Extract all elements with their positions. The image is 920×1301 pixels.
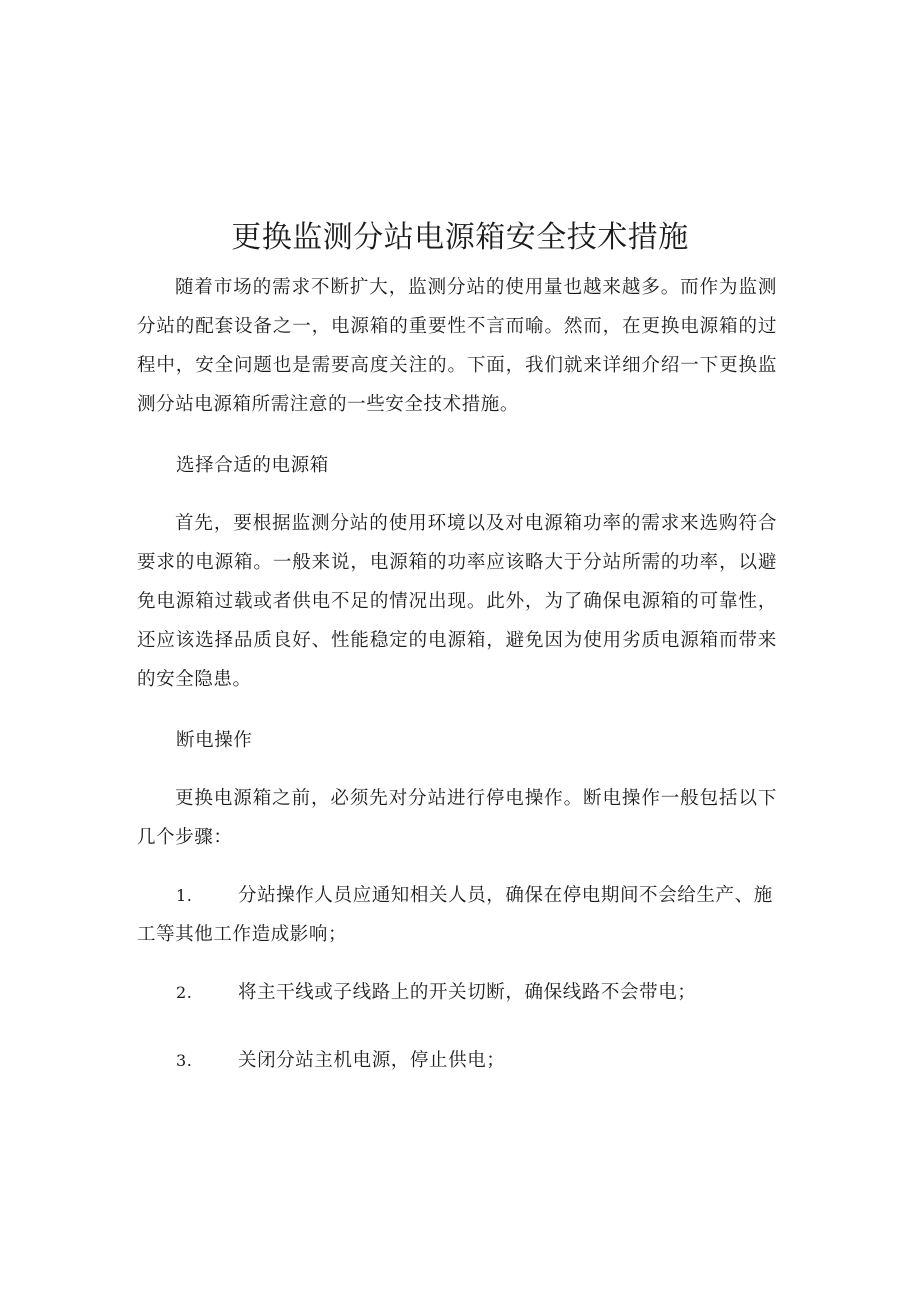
section-heading-power-off: 断电操作 bbox=[176, 730, 253, 751]
step-item bbox=[137, 876, 777, 954]
section-body-select-power-box: 首先，要根据监测分站的使用环境以及对电源箱功率的需求来选购符合要求的电源箱。一般来说，电源箱的功率应该略大于分站所需的功率，以避免电源箱过载或者供电不足的情况出现。此外，为了确保电源箱的可靠性，还应该选择品质良好、性能稳定的电源箱，避免因为使用劣质电源箱而带来的安全隐患。 bbox=[137, 513, 777, 690]
step-text: 关闭分站主机电源，停止供电； bbox=[238, 1050, 506, 1071]
step-item bbox=[137, 1041, 777, 1080]
section-heading-select-power-box: 选择合适的电源箱 bbox=[176, 455, 329, 476]
intro-paragraph: 随着市场的需求不断扩大，监测分站的使用量也越来越多。而作为监测分站的配套设备之一，电源箱的重要性不言而喻。然而，在更换电源箱的过程中，安全问题也是需要高度关注的。下面，我们就来详细介绍一下更换监测分站电源箱所需注意的一些安全技术措施。 bbox=[137, 277, 777, 415]
step-text: 分站操作人员应通知相关人员，确保在停电期间不会给生产、施工等其他工作造成影响； bbox=[137, 885, 773, 945]
step-number: 3. bbox=[176, 1051, 193, 1070]
document-title: 更换监测分站电源箱安全技术措施 bbox=[231, 220, 689, 255]
step-text: 将主干线或子线路上的开关切断，确保线路不会带电； bbox=[238, 982, 697, 1003]
step-number: 1. bbox=[176, 886, 193, 905]
section-body-power-off: 更换电源箱之前，必须先对分站进行停电操作。断电操作一般包括以下几个步骤： bbox=[137, 788, 777, 848]
step-number: 2. bbox=[176, 983, 193, 1002]
step-item bbox=[137, 973, 777, 1012]
